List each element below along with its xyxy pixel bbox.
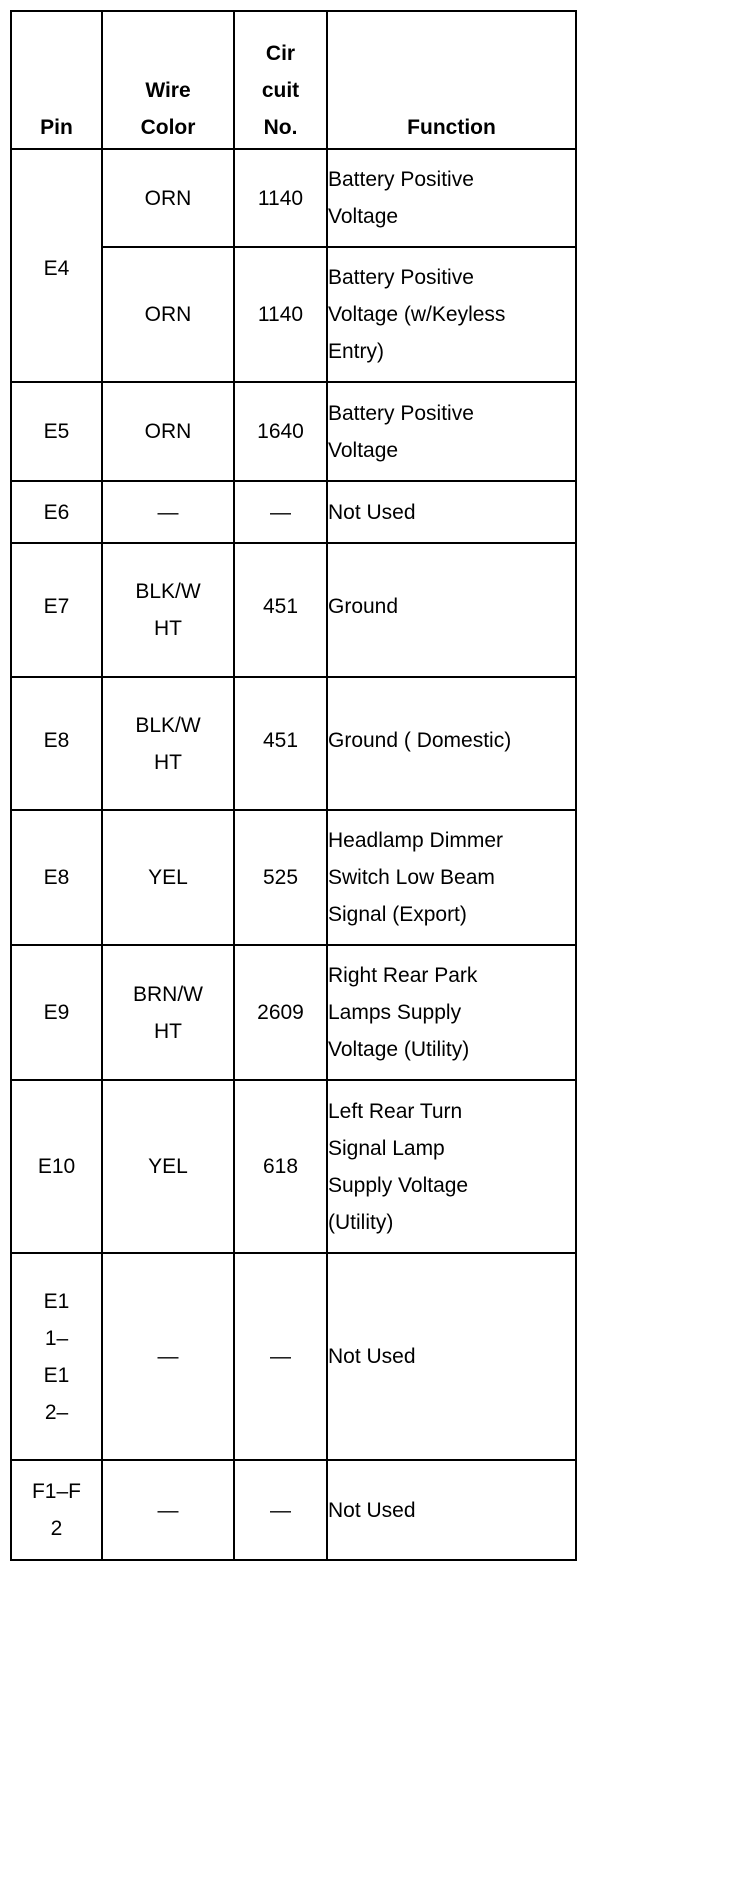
circuit-cell: 451 <box>234 677 327 810</box>
function-cell: Ground ( Domestic) <box>327 677 576 810</box>
header-function: Function <box>327 11 576 149</box>
circuit-cell: 525 <box>234 810 327 945</box>
circuit-cell: 1140 <box>234 149 327 247</box>
function-cell: Not Used <box>327 1460 576 1560</box>
function-cell: Ground <box>327 543 576 677</box>
table-row <box>11 149 576 247</box>
circuit-cell: — <box>234 1460 327 1560</box>
wire-color-cell: ORN <box>102 382 234 481</box>
circuit-cell: 451 <box>234 543 327 677</box>
table-row <box>11 1253 576 1460</box>
function-cell: Battery Positive Voltage <box>327 149 576 247</box>
wire-color-cell: BLK/W HT <box>102 677 234 810</box>
function-cell: Battery Positive Voltage (w/Keyless Entry) <box>327 247 576 382</box>
wire-color-cell: BRN/W HT <box>102 945 234 1080</box>
function-cell: Left Rear Turn Signal Lamp Supply Voltage (Utility) <box>327 1080 576 1253</box>
wire-color-cell: — <box>102 1460 234 1560</box>
circuit-cell: — <box>234 481 327 543</box>
function-cell: Not Used <box>327 481 576 543</box>
table-row <box>11 810 576 945</box>
circuit-cell: — <box>234 1253 327 1460</box>
wire-color-cell: ORN <box>102 247 234 382</box>
wire-color-cell: YEL <box>102 1080 234 1253</box>
pin-cell: E4 <box>11 149 102 382</box>
table-row <box>11 543 576 677</box>
wire-color-cell: — <box>102 481 234 543</box>
circuit-cell: 1640 <box>234 382 327 481</box>
header-wire-color: Wire Color <box>102 11 234 149</box>
pin-cell: E8 <box>11 677 102 810</box>
pin-function-table <box>10 10 577 1561</box>
pin-cell: E6 <box>11 481 102 543</box>
table-row <box>11 1460 576 1560</box>
wire-color-cell: ORN <box>102 149 234 247</box>
table-row <box>11 382 576 481</box>
header-circuit-number: Cir cuit No. <box>234 11 327 149</box>
wire-color-cell: BLK/W HT <box>102 543 234 677</box>
wire-color-cell: YEL <box>102 810 234 945</box>
pin-cell: E9 <box>11 945 102 1080</box>
pin-cell: E1 1– E1 2– <box>11 1253 102 1460</box>
table-row <box>11 677 576 810</box>
table-header-row <box>11 11 576 149</box>
circuit-cell: 2609 <box>234 945 327 1080</box>
function-cell: Right Rear Park Lamps Supply Voltage (Utility) <box>327 945 576 1080</box>
pin-cell: E10 <box>11 1080 102 1253</box>
pin-cell: E7 <box>11 543 102 677</box>
function-cell: Headlamp Dimmer Switch Low Beam Signal (Export) <box>327 810 576 945</box>
wire-color-cell: — <box>102 1253 234 1460</box>
pin-cell: F1–F 2 <box>11 1460 102 1560</box>
circuit-cell: 618 <box>234 1080 327 1253</box>
table-row <box>11 481 576 543</box>
header-pin: Pin <box>11 11 102 149</box>
table-row <box>11 945 576 1080</box>
table-row <box>11 1080 576 1253</box>
circuit-cell: 1140 <box>234 247 327 382</box>
pin-cell: E8 <box>11 810 102 945</box>
function-cell: Not Used <box>327 1253 576 1460</box>
function-cell: Battery Positive Voltage <box>327 382 576 481</box>
pin-cell: E5 <box>11 382 102 481</box>
